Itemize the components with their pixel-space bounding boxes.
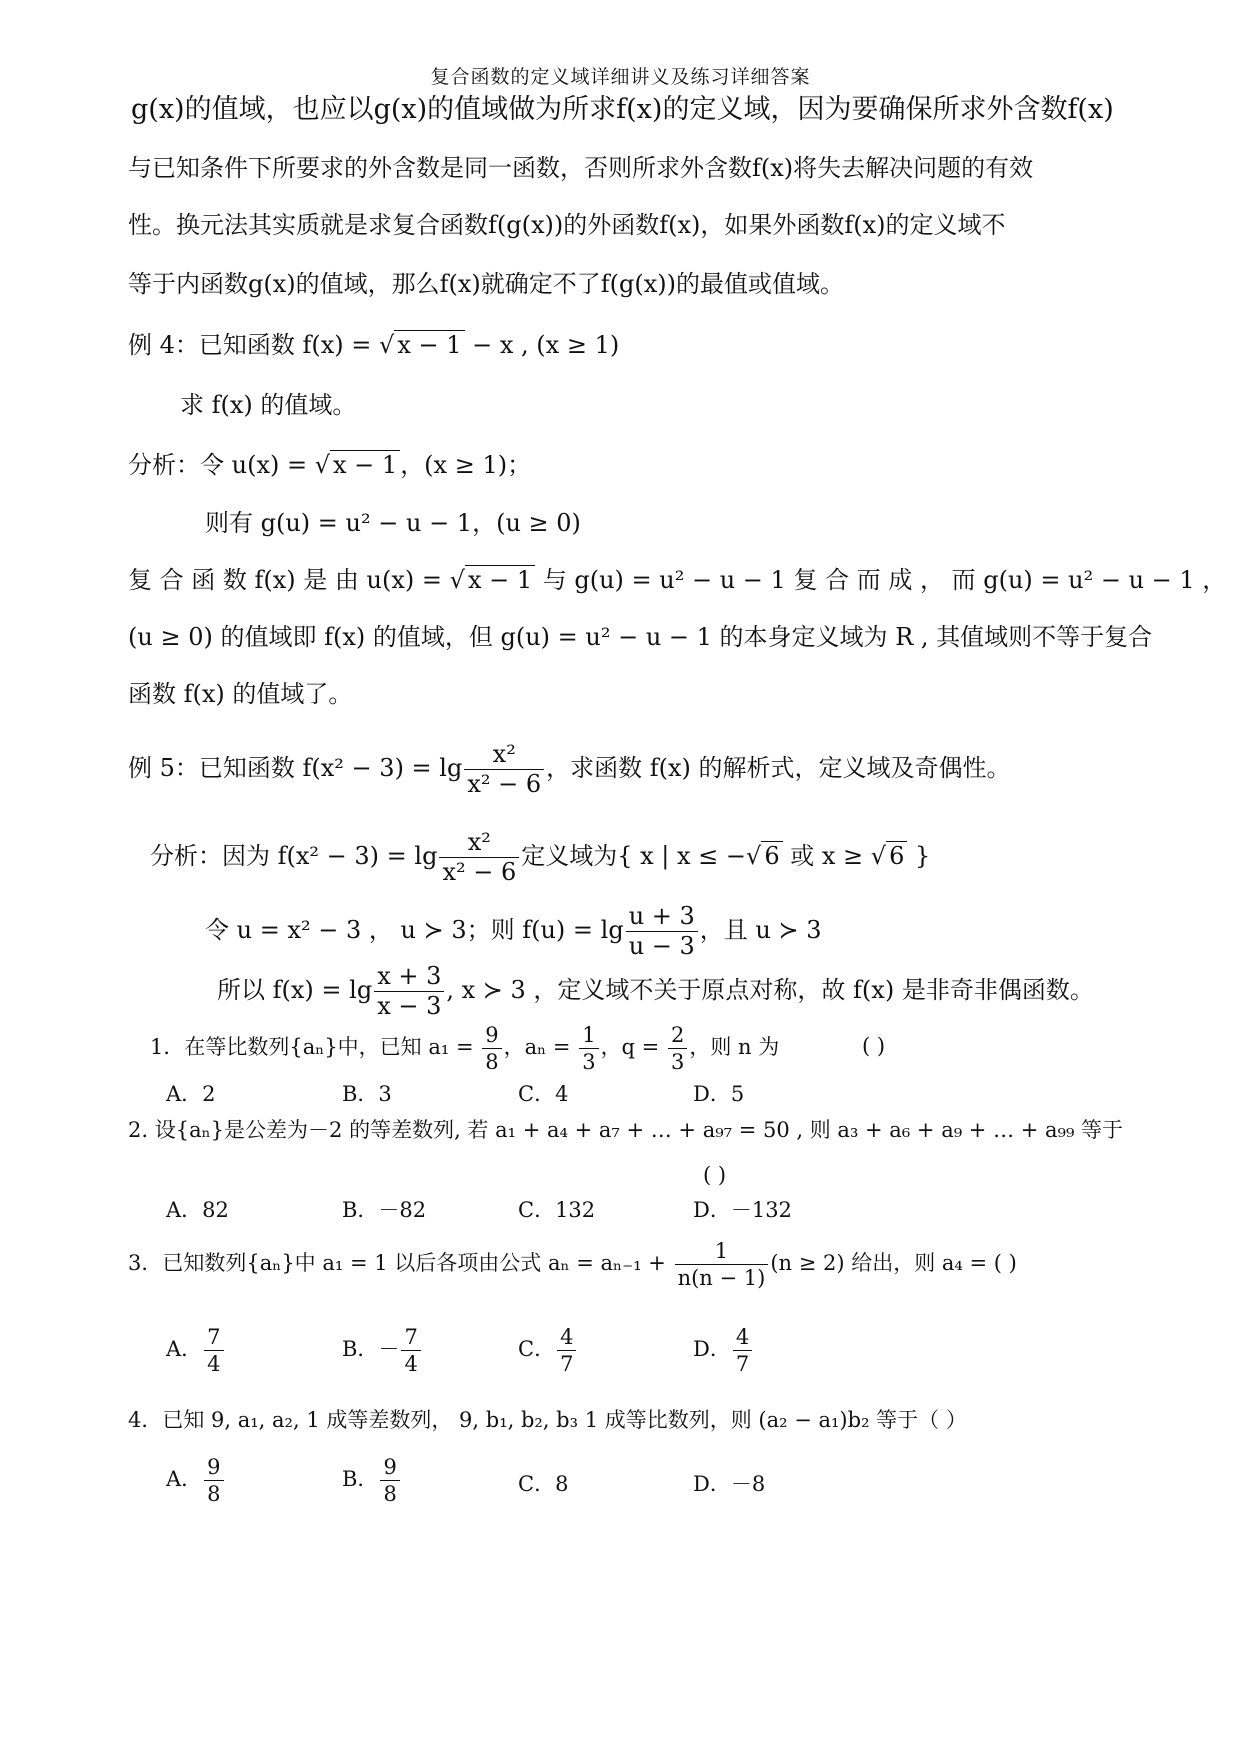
example4-then: 则有 g(u) = u² − u − 1，(u ≥ 0) — [205, 509, 581, 537]
q4-option-b: B． $\frac{9}{8}$ — [342, 1456, 402, 1505]
question-3: 3．已知数列{aₙ}中 a₁ = 1 以后各项由公式 aₙ = aₙ₋₁ + $\frac{1}{n(n - 1)}$ (n ≥ 2) 给出，则 a₄ = ( ) — [128, 1239, 1017, 1291]
q4-option-c: C．8 — [518, 1472, 569, 1496]
paragraph-line-2: 与已知条件下所要求的外含数是同一函数，否则所求外含数f(x)将失去解决问题的有效 — [128, 154, 1034, 182]
q1-option-d: D．5 — [693, 1082, 745, 1106]
q1-option-b: B．3 — [342, 1082, 392, 1106]
paragraph-line-1: g(x)的值域，也应以g(x)的值域做为所求f(x)的定义域，因为要确保所求外含数f(x) — [131, 94, 1114, 125]
q2-option-a: A．82 — [166, 1198, 229, 1222]
q2-option-b: B．－82 — [342, 1198, 427, 1222]
example5-analysis-3: 所以 f(x) = lg $\frac{x + 3}{x - 3}$ , x ≻ 3 ，定义域不关于原点对称，故 f(x) 是非奇非偶函数。 — [217, 962, 1094, 1021]
q3-fraction: $\frac{1}{n(n - 1)}$ — [675, 1240, 769, 1289]
question-4: 4．已知 9, a₁, a₂, 1 成等差数列， 9, b₁, b₂, b₃ 1 成等比数列，则 (a₂ − a₁)b₂ 等于（ ） — [128, 1408, 967, 1432]
q3-option-c: C． $\frac{4}{7}$ — [518, 1326, 578, 1375]
example4-ask: 求 f(x) 的值域。 — [180, 391, 357, 419]
q4-option-a: A． $\frac{9}{8}$ — [166, 1456, 226, 1505]
example4-statement: 例 4：已知函数 f(x) = √ x − 1 − x , (x ≥ 1) — [128, 331, 620, 359]
q1-option-c: C．4 — [518, 1082, 569, 1106]
q1-option-a: A．2 — [166, 1082, 216, 1106]
q4-option-d: D．－8 — [693, 1472, 766, 1496]
example5-u-fraction: $\frac{u + 3}{u - 3}$ — [626, 904, 698, 959]
example5-analysis-fraction: $\frac{\text{x²}}{\text{x² − 6}}$ — [439, 830, 519, 885]
example5-analysis-2: 令 u = x² − 3 ， u ≻ 3；则 f(u) = lg $\frac{u + 3}{u - 3}$ ，且 u ≻ 3 — [205, 902, 822, 961]
example4-composite-line-1: 复 合 函 数 f(x) 是 由 u(x) = √ x − 1 与 g(u) = u² − u − 1 复 合 而 成 ， 而 g(u) = u² − u − 1 ， — [128, 566, 1227, 594]
example5-fraction: $\frac{\text{x²}}{\text{x² − 6}}$ — [464, 742, 544, 797]
example4-analysis: 分析：令 u(x) = √ x − 1 ，(x ≥ 1)； — [128, 451, 532, 479]
example5-analysis-1: 分析：因为 f(x² − 3) = lg $\frac{\text{x²}}{\text{x² − 6}}$ 定义域为{ x | x ≤ −√ 6 或 x ≥ √ 6 } — [150, 828, 931, 887]
q3-option-b: B．－ $\frac{7}{4}$ — [342, 1326, 423, 1375]
question-2: 2. 设{aₙ}是公差为－2 的等差数列, 若 a₁ + a₄ + a₇ + … + a₉₇ = 50 , 则 a₃ + a₆ + a₉ + … + a₉₉ 等于 — [128, 1118, 1124, 1142]
question-2-answer-paren: ( ) — [703, 1163, 727, 1187]
paragraph-line-3: 性。换元法其实质就是求复合函数f(g(x))的外函数f(x)，如果外函数f(x)的定义域不 — [128, 211, 1006, 239]
example5-statement: 例 5：已知函数 f(x² − 3) = lg $\frac{\text{x²}}{\text{x² − 6}}$ ，求函数 f(x) 的解析式，定义域及奇偶性。 — [128, 740, 1011, 799]
example5-x-fraction: $\frac{x + 3}{x - 3}$ — [374, 964, 444, 1019]
q2-option-d: D．－132 — [693, 1198, 792, 1222]
q2-option-c: C．132 — [518, 1198, 596, 1222]
example4-composite-line-2: (u ≥ 0) 的值域即 f(x) 的值域，但 g(u) = u² − u − 1 的本身定义域为 R , 其值域则不等于复合 — [128, 623, 1153, 651]
page-header: 复合函数的定义域详细讲义及练习详细答案 — [430, 66, 811, 88]
question-1: 1．在等比数列{aₙ}中，已知 a₁ = $\frac{9}{8}$ ，aₙ = $\frac{1}{3}$ ，q = $\frac{2}{3}$ ，则 n 为 — [150, 1023, 780, 1075]
paragraph-line-4: 等于内函数g(x)的值域，那么f(x)就确定不了f(g(x))的最值或值域。 — [128, 270, 845, 298]
q3-option-d: D． $\frac{4}{7}$ — [693, 1326, 754, 1375]
q3-option-a: A． $\frac{7}{4}$ — [166, 1326, 226, 1375]
question-1-answer-paren: ( ) — [862, 1034, 886, 1058]
example4-composite-line-3: 函数 f(x) 的值域了。 — [128, 680, 353, 708]
